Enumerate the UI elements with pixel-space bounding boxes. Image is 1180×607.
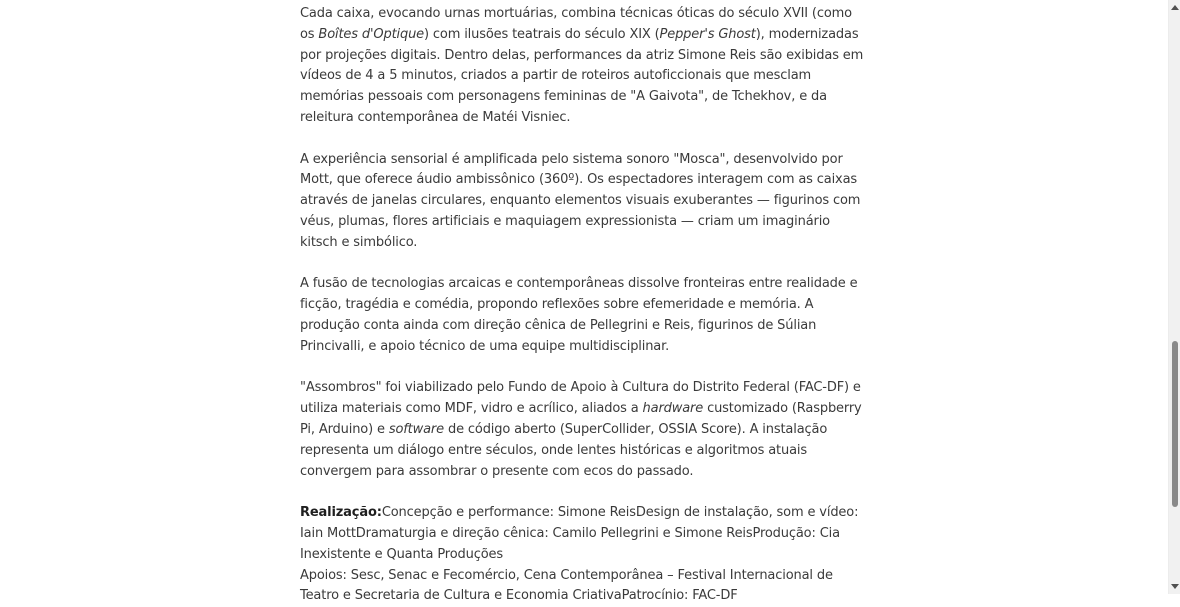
paragraph-boxes — [300, 4, 866, 129]
paragraph-text: Cada caixa, evocando urnas mortuárias, combina técnicas óticas do século XVII (como os — [300, 6, 852, 42]
emphasis-text: Pepper's Ghost — [659, 26, 756, 42]
scroll-down-arrow-icon[interactable] — [1171, 584, 1179, 589]
scroll-up-arrow-icon[interactable] — [1171, 5, 1179, 10]
credits-realizacao — [300, 503, 866, 565]
credits-block — [300, 503, 866, 607]
credits-label: Realização: — [300, 505, 382, 521]
emphasis-text: software — [388, 421, 444, 437]
scrollbar-thumb[interactable] — [1172, 341, 1178, 507]
emphasis-text: hardware — [642, 401, 704, 417]
paragraph-text: "Assombros" foi viabilizado pelo Fundo de Apoio à Cultura do Distrito Federal (FAC-DF) e utiliza materiais como MDF, vidro e acrílico, aliados a — [300, 380, 861, 417]
paragraph-text: de código aberto (SuperCollider, OSSIA Score). A instalação representa um diálogo entre séculos, onde lentes históricas e algoritmos atuais convergem para assombrar o presente com ecos do passado. — [300, 421, 828, 479]
vertical-scrollbar[interactable] — [1168, 0, 1180, 594]
paragraph-text: ) com ilusões teatrais do século XIX ( — [424, 26, 660, 42]
paragraph-text: ), modernizadas por projeções digitais. Dentro delas, performances da atriz Simone Reis são exibidas em vídeos de 4 a 5 minutos, criados a partir de roteiros autoficcionais que mesclam memórias pessoais com personagens femininas de "A Gaivota", de Tchekhov, e da releitura contemporânea de Matéi Visniec. — [300, 26, 864, 125]
paragraph-sensorial: A experiência sensorial é amplificada pelo sistema sonoro "Mosca", desenvolvido por Mott, que oferece áudio ambissônico (360º). Os espectadores interagem com as caixas através de janelas circulares, enquanto elementos visuais exuberantes — figurinos com véus, plumas, flores artificiais e maquiagem expressionista — criam um imaginário kitsch e simbólico. — [300, 151, 861, 250]
credits-apoios: Apoios: Sesc, Senac e Fecomércio, Cena Contemporânea – Festival Internacional de Teatro e Secretaria de Cultura e Economia CriativaPatrocínio: FAC-DF — [300, 567, 833, 604]
credits-text: Concepção e performance: Simone ReisDesign de instalação, som e vídeo: Iain MottDramaturgia e direção cênica: Camilo Pellegrini e Simone ReisProdução: Cia Inexistente e Quanta Produções — [300, 505, 859, 562]
emphasis-text: Boîtes d'Optique — [318, 26, 425, 42]
paragraph-fusion: A fusão de tecnologias arcaicas e contemporâneas dissolve fronteiras entre realidade e ficção, tragédia e comédia, propondo reflexões sobre efemeridade e memória. A produção conta ainda com direção cênica de Pellegrini e Reis, figurinos de Súlian Princivalli, e apoio técnico de uma equipe multidisciplinar. — [300, 276, 858, 354]
paragraph-text: customizado (Raspberry Pi, Arduino) e — [300, 401, 862, 437]
paragraph-funding — [300, 378, 866, 482]
article-body — [300, 4, 866, 607]
